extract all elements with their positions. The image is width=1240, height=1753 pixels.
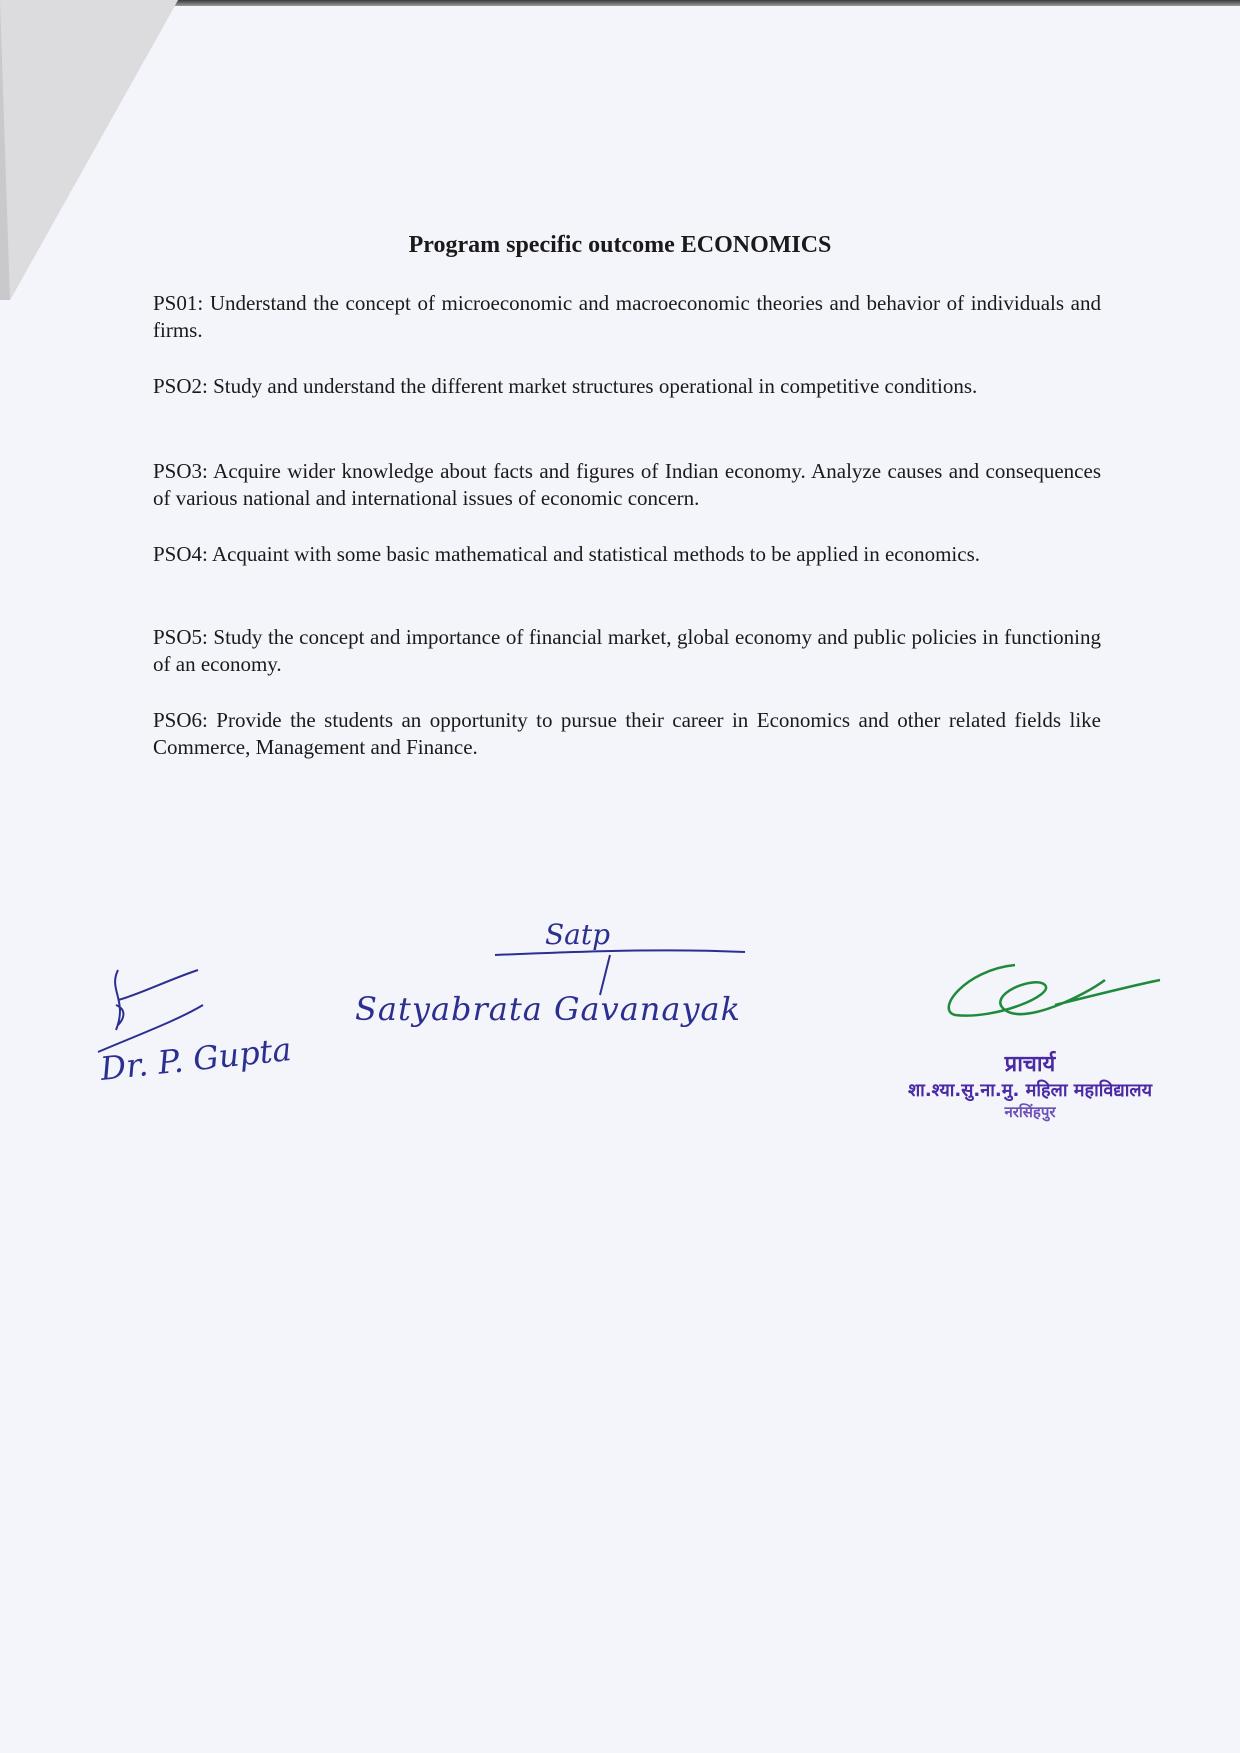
outcome-pso5: PSO5: Study the concept and importance of financial market, global economy and public policies in functioning of an economy.	[153, 625, 1101, 676]
page-title: Program specific outcome ECONOMICS	[408, 232, 832, 258]
signature-center-name: Satyabrata Gavanayak	[355, 990, 742, 1028]
outcome-pso4: PSO4: Acquaint with some basic mathematical and statistical methods to be applied in economics.	[153, 542, 980, 566]
scan-top-edge	[0, 0, 1240, 6]
stamp-institution: शा.श्या.सु.ना.मु. महिला महाविद्यालय	[907, 1080, 1153, 1101]
stamp-place: नरसिंहपुर	[1004, 1103, 1056, 1121]
outcome-pso2: PSO2: Study and understand the different market structures operational in competitive conditions.	[153, 374, 978, 398]
outcome-pso1: PS01: Understand the concept of microeconomic and macroeconomic theories and behavior of individuals and firms.	[153, 291, 1101, 342]
outcome-pso6: PSO6: Provide the students an opportunity to pursue their career in Economics and other related fields like Commerce, Management and Finance.	[153, 708, 1101, 759]
stamp-designation: प्राचार्य	[1004, 1052, 1056, 1077]
signature-center-initials: Satp	[545, 918, 611, 951]
signature-right-green	[935, 955, 1165, 1035]
outcome-pso3: PSO3: Acquire wider knowledge about facts and figures of Indian economy. Analyze causes and consequences of various national and international issues of economic concern.	[153, 459, 1101, 510]
signature-left-name: Dr. P. Gupta	[98, 1030, 294, 1088]
